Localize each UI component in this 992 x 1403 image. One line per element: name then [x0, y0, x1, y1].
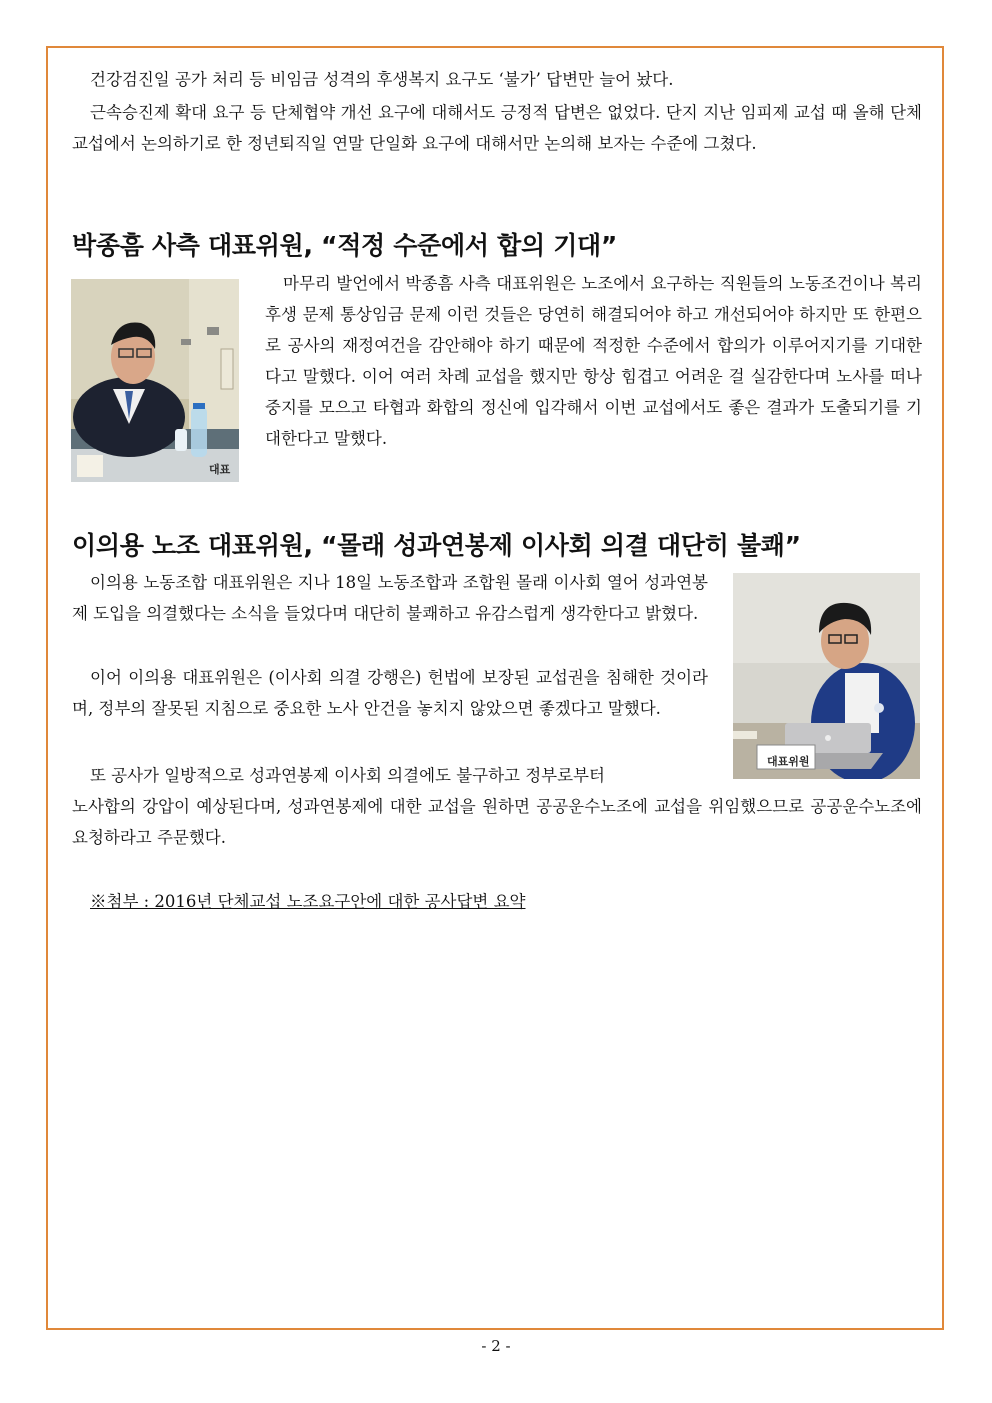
intro-paragraph-2: 근속승진제 확대 요구 등 단체협약 개선 요구에 대해서도 긍정적 답변은 없었다. 단지 지난 임피제 교섭 때 올해 단체교섭에서 논의하기로 한 정년퇴직일 연말 단일화 요구에 대해서만 논의해 보자는 수준에 그쳤다.	[72, 103, 922, 153]
section1-photo-nameplate: 대표	[209, 463, 231, 476]
section2-photo	[733, 573, 920, 779]
section2-heading: 이의용 노조 대표위원, “몰래 성과연봉제 이사회 의결 대단히 불쾌”	[72, 531, 801, 560]
page-number: - 2 -	[481, 1337, 511, 1355]
man-in-suit-photo	[71, 279, 239, 482]
section2-paragraph-3-rest: 노사합의 강압이 예상된다며, 성과연봉제에 대한 교섭을 원하면 공공운수노조에 교섭을 위임했으므로 공공운수노조에 요청하라고 주문했다.	[72, 797, 922, 847]
section2-paragraph-2: 이어 이의용 대표위원은 (이사회 의결 강행은) 헌법에 보장된 교섭권을 침해한 것이라며, 정부의 잘못된 지침으로 중요한 노사 안건을 놓치지 않았으면 좋겠다고 말했다.	[72, 668, 708, 718]
section1-heading: 박종흠 사측 대표위원, “적정 수준에서 합의 기대”	[72, 231, 618, 260]
section2-photo-nameplate: 대표위원	[767, 755, 810, 768]
section2-paragraph-1: 이의용 노동조합 대표위원은 지나 18일 노동조합과 조합원 몰래 이사회 열어 성과연봉제 도입을 의결했다는 소식을 들었다며 대단히 불쾌하고 유감스럽게 생각한다고 밝혔다.	[72, 573, 708, 623]
section1-body: 마무리 발언에서 박종흠 사측 대표위원은 노조에서 요구하는 직원들의 노동조건이나 복리후생 문제 통상임금 문제 이런 것들은 당연히 해결되어야 하고 개선되어야 하지만 또 한편으로 공사의 재정여건을 감안해야 하기 때문에 적정한 수준에서 합의가 이루어지기를 기대한다고 말했다. 이어 여러 차례 교섭을 했지만 항상 힘겹고 어려운 걸 실감한다며 노사를 떠나 중지를 모으고 타협과 화합의 정신에 입각해서 이번 교섭에서도 좋은 결과가 도출되기를 기대한다고 말했다.	[265, 274, 922, 448]
attachment-note: ※첨부 : 2016년 단체교섭 노조요구안에 대한 공사답변 요약	[90, 892, 526, 911]
union-representative-photo	[733, 573, 920, 779]
intro-paragraph-1: 건강검진일 공가 처리 등 비임금 성격의 후생복지 요구도 ‘불가’ 답변만 늘어 놨다.	[90, 70, 674, 89]
section1-photo	[71, 279, 239, 482]
section2-paragraph-3-first-line: 또 공사가 일방적으로 성과연봉제 이사회 의결에도 불구하고 정부로부터	[90, 766, 605, 785]
